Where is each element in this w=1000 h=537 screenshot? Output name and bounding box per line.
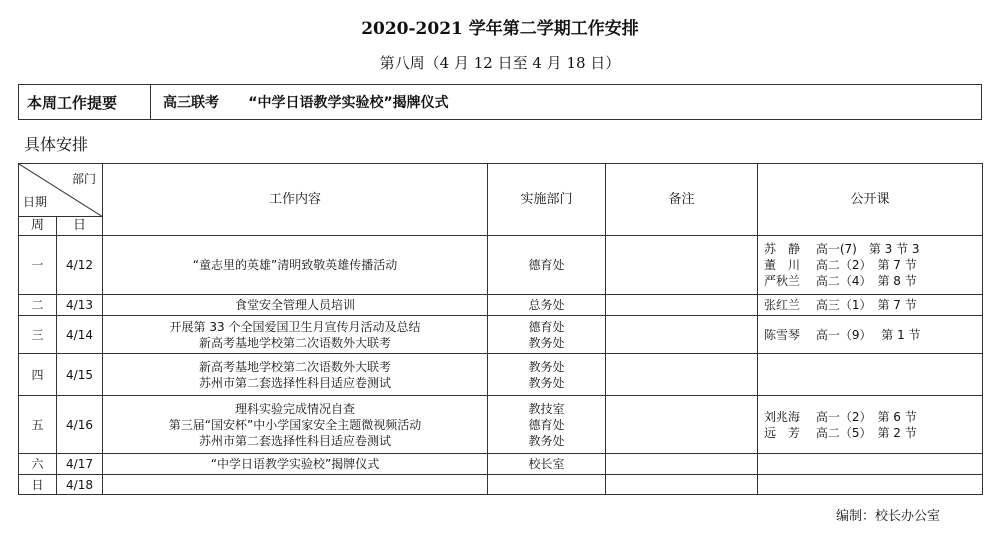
page-title: 2020-2021 学年第二学期工作安排: [361, 19, 639, 39]
content-cell-line: 苏州市第二套选择性科目适应卷测试: [198, 433, 391, 448]
dept-cell: [488, 454, 606, 475]
dept-cell-line: 德育处: [528, 258, 565, 272]
content-cell: [103, 354, 488, 396]
open-class-cell-line: 远 芳 高二（5） 第 2 节: [764, 425, 917, 440]
content-cell-line: 新高考基地学校第二次语数外大联考: [198, 359, 391, 374]
weekday-cell: 三: [19, 316, 57, 354]
dept-cell-line: 德育处: [528, 319, 565, 334]
dept-cell: [488, 396, 606, 454]
header-day: 日: [57, 217, 103, 236]
open-class-cell: [758, 475, 983, 495]
dept-cell-line: 教务处: [528, 433, 565, 448]
weekday-cell: 二: [19, 295, 57, 316]
content-cell-line: 第三届“国安杯”中小学国家安全主题微视频活动: [168, 417, 422, 432]
header-dept: 部门: [71, 172, 96, 186]
date-cell: 4/17: [57, 454, 103, 475]
dept-cell-line: 德育处: [528, 417, 565, 432]
content-cell: [103, 316, 488, 354]
open-class-cell: [758, 396, 983, 454]
content-cell-line: 开展第 33 个全国爱国卫生月宣传月活动及总结: [169, 319, 421, 334]
date-cell: 4/12: [57, 236, 103, 295]
notes-cell: [606, 316, 758, 354]
header-open-class: 公开课: [758, 164, 983, 236]
content-cell-line: 理科实验完成情况自查: [234, 401, 355, 416]
dept-cell: [488, 295, 606, 316]
content-cell: [103, 454, 488, 475]
header-content: 工作内容: [103, 164, 488, 236]
dept-cell-line: 校长室: [528, 457, 565, 471]
date-cell: 4/18: [57, 475, 103, 495]
open-class-cell: [758, 316, 983, 354]
weekday-cell: 六: [19, 454, 57, 475]
notes-cell: [606, 354, 758, 396]
open-class-cell-line: 刘兆海 高一（2） 第 6 节: [764, 409, 917, 424]
notes-cell: [606, 396, 758, 454]
notes-cell: [606, 475, 758, 495]
content-cell-line: 苏州市第二套选择性科目适应卷测试: [198, 375, 391, 390]
dept-cell: [488, 475, 606, 495]
date-cell: 4/16: [57, 396, 103, 454]
header-weekday: 周: [19, 217, 57, 236]
open-class-cell: [758, 295, 983, 316]
content-cell: [103, 475, 488, 495]
content-cell: [103, 396, 488, 454]
open-class-cell-line: 苏 静 高一(7) 第 3 节 3: [764, 242, 920, 256]
content-cell-line: 食堂安全管理人员培训: [234, 298, 355, 312]
weekday-cell: 四: [19, 354, 57, 396]
table-row: [19, 316, 983, 354]
dept-cell-line: 教务处: [528, 359, 565, 374]
content-cell-line: 新高考基地学校第二次语数外大联考: [198, 335, 391, 350]
table-row: [19, 454, 983, 475]
notes-cell: [606, 295, 758, 316]
table-row: [19, 295, 983, 316]
dept-cell-line: 教务处: [528, 335, 565, 350]
footer-editor: 编制：校长办公室: [835, 509, 940, 524]
diagonal-header-cell: [19, 164, 103, 217]
dept-cell-line: 教技室: [528, 401, 565, 416]
open-class-cell: [758, 454, 983, 475]
notes-cell: [606, 454, 758, 475]
weekly-summary-box: [18, 84, 982, 120]
notes-cell: [606, 236, 758, 295]
header-implementer: 实施部门: [488, 164, 606, 236]
date-cell: 4/13: [57, 295, 103, 316]
table-row: [19, 396, 983, 454]
table-row: [19, 236, 983, 295]
page-subtitle: 第八周（4 月 12 日至 4 月 18 日）: [379, 54, 621, 72]
dept-cell: [488, 354, 606, 396]
content-cell: [103, 295, 488, 316]
content-cell: [103, 236, 488, 295]
date-cell: 4/14: [57, 316, 103, 354]
header-row: [19, 164, 983, 217]
dept-cell: [488, 236, 606, 295]
open-class-cell-line: 严秋兰 高二（4） 第 8 节: [764, 274, 917, 288]
content-cell-line: “中学日语教学实验校”揭牌仪式: [210, 457, 380, 471]
section-title: 具体安排: [24, 135, 89, 154]
header-date: 日期: [23, 195, 48, 209]
open-class-cell-line: 董 川 高二（2） 第 7 节: [764, 258, 917, 272]
dept-cell: [488, 316, 606, 354]
schedule-table: [18, 163, 983, 495]
header-notes: 备注: [606, 164, 758, 236]
dept-cell-line: 总务处: [528, 298, 565, 312]
weekday-cell: 五: [19, 396, 57, 454]
open-class-cell: [758, 354, 983, 396]
table-row: [19, 475, 983, 495]
open-class-cell-line: 张红兰 高三（1） 第 7 节: [764, 298, 917, 312]
summary-label: 本周工作提要: [19, 85, 151, 119]
table-row: [19, 354, 983, 396]
open-class-cell-line: 陈雪琴 高一（9） 第 1 节: [764, 327, 921, 342]
weekday-cell: 日: [19, 475, 57, 495]
weekday-cell: 一: [19, 236, 57, 295]
open-class-cell: [758, 236, 983, 295]
summary-content: 高三联考 “中学日语教学实验校”揭牌仪式: [163, 95, 449, 111]
dept-cell-line: 教务处: [528, 375, 565, 390]
date-cell: 4/15: [57, 354, 103, 396]
content-cell-line: “童志里的英雄”清明致敬英雄传播活动: [192, 258, 398, 272]
